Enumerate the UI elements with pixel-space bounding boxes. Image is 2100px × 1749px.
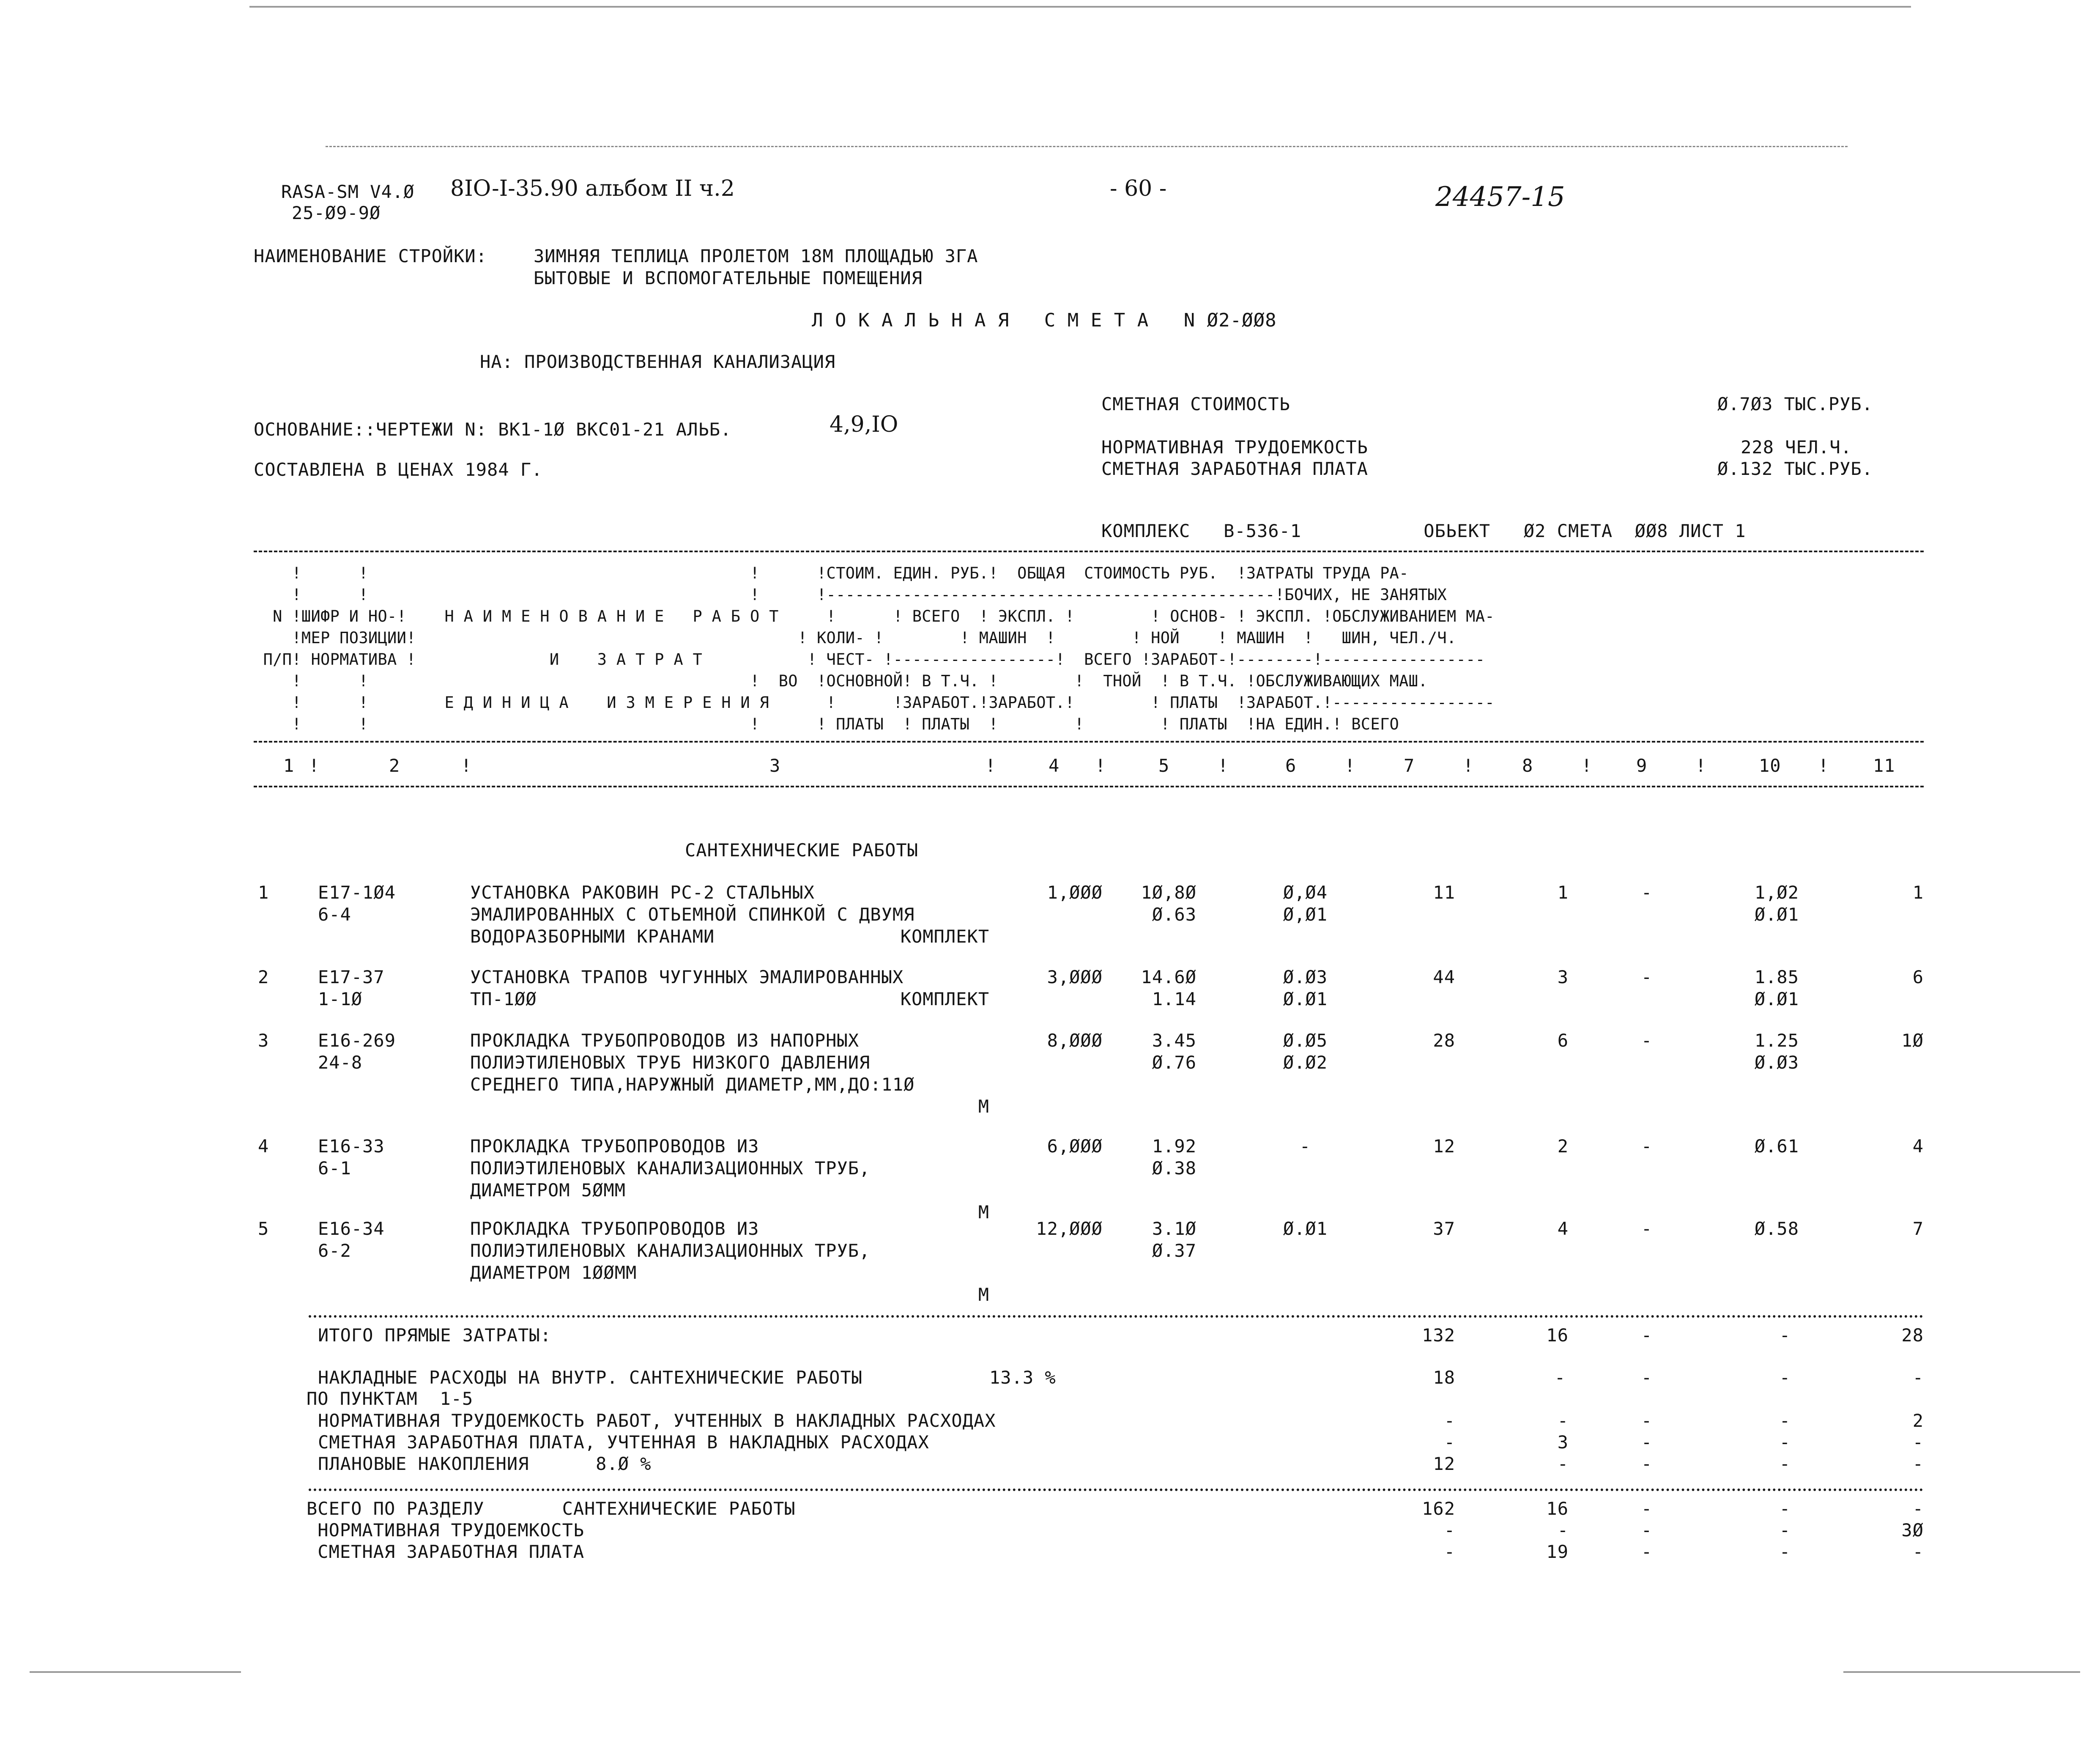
column-separator: ! (1695, 755, 1707, 776)
overhead-total-cost: 18 (1433, 1367, 1455, 1388)
summary-cost-label: СМЕТНАЯ СТОИМОСТЬ (1101, 394, 1290, 414)
column-number: 6 (1285, 755, 1297, 776)
unit-cost-machine-wage: Ø.Ø1 (1283, 989, 1328, 1009)
column-separator: ! (1818, 755, 1829, 776)
overhead-items: ПО ПУНКТАМ 1-5 (307, 1388, 474, 1409)
unit-cost-machines: Ø.Ø5 (1283, 1030, 1328, 1051)
work-description: ЭМАЛИРОВАННЫХ С ОТЬЕМНОЙ СПИНКОЙ С ДВУМЯ (470, 904, 915, 925)
section-total-wage: 16 (1546, 1498, 1569, 1519)
overhead-detail-label: НОРМАТИВНАЯ ТРУДОЕМКОСТЬ РАБОТ, УЧТЕННЫХ В НАКЛАДНЫХ РАСХОДАХ (318, 1410, 996, 1431)
total-wage: 4 (1557, 1218, 1569, 1239)
total-cost: 12 (1433, 1136, 1455, 1157)
overhead-detail-label: СМЕТНАЯ ЗАРАБОТНАЯ ПЛАТА, УЧТЕННАЯ В НАКЛАДНЫХ РАСХОДАХ (318, 1432, 929, 1453)
work-description: УСТАНОВКА РАКОВИН РС-2 СТАЛЬНЫХ (470, 882, 815, 903)
overhead-detail-wage: 3 (1557, 1432, 1569, 1453)
section-total-machines: - (1641, 1520, 1653, 1541)
unit: М (978, 1202, 989, 1223)
unit-cost-wage: Ø.37 (1152, 1240, 1196, 1261)
direct-costs-wage: 16 (1546, 1325, 1569, 1346)
summary-wage-value: Ø.132 ТЫС.РУБ. (1717, 458, 1873, 479)
labor-per-unit: Ø.61 (1754, 1136, 1799, 1157)
unit-cost-wage: Ø.63 (1152, 904, 1196, 925)
construction-name-line1: ЗИМНЯЯ ТЕПЛИЦА ПРОЛЕТОМ 18М ПЛОЩАДЬЮ 3ГА (534, 246, 978, 266)
direct-costs-label: ИТОГО ПРЯМЫЕ ЗАТРАТЫ: (318, 1325, 552, 1346)
total-cost: 11 (1433, 882, 1455, 903)
norm-position: 1-1Ø (318, 989, 363, 1009)
unit-cost-machines: Ø.Ø3 (1283, 967, 1328, 987)
basis-albums: 4,9,IO (830, 412, 898, 437)
unit-cost-wage: 1.14 (1152, 989, 1196, 1009)
overhead-detail-label: ПЛАНОВЫЕ НАКОПЛЕНИЯ 8.Ø % (318, 1453, 652, 1474)
unit-cost-total: 3.45 (1152, 1030, 1196, 1051)
table-header-line: ! ! ! ВО !ОСНОВНОЙ! В Т.Ч. ! ! ТНОЙ ! В Т.Ч. !ОБСЛУЖИВАЮЩИХ МАШ. (254, 672, 1428, 690)
column-number: 1 (283, 755, 295, 776)
unit-cost-wage: Ø.76 (1152, 1052, 1196, 1073)
section-total-label: СМЕТНАЯ ЗАРАБОТНАЯ ПЛАТА (307, 1541, 585, 1562)
overhead-detail-total-cost: - (1444, 1432, 1455, 1453)
unit-cost-machines: Ø.Ø1 (1283, 1218, 1328, 1239)
column-separator: ! (461, 755, 472, 776)
work-description: ПОЛИЭТИЛЕНОВЫХ ТРУБ НИЗКОГО ДАВЛЕНИЯ (470, 1052, 871, 1073)
work-description: ВОДОРАЗБОРНЫМИ КРАНАМИ (470, 926, 715, 947)
summary-labor-value: 228 ЧЕЛ.Ч. (1741, 437, 1852, 458)
total-wage: 3 (1557, 967, 1569, 987)
section-total-label: НОРМАТИВНАЯ ТРУДОЕМКОСТЬ (307, 1520, 585, 1541)
norm-code: Е17-37 (318, 967, 385, 987)
unit-cost-wage: Ø.38 (1152, 1158, 1196, 1179)
section-total-wage: 19 (1546, 1541, 1569, 1562)
column-number: 4 (1049, 755, 1060, 776)
column-separator: ! (1218, 755, 1229, 776)
overhead-detail-machines: - (1641, 1432, 1653, 1453)
overhead-detail-labor-unit: - (1779, 1453, 1791, 1474)
unit-cost-total: 3.1Ø (1152, 1218, 1196, 1239)
labor-total: 7 (1912, 1218, 1924, 1239)
program-version: RASA-SM V4.Ø (281, 181, 415, 202)
overhead-detail-labor-unit: - (1779, 1410, 1791, 1431)
table-header-line: !МЕР ПОЗИЦИИ! ! КОЛИ- ! ! МАШИН ! ! НОЙ ! МАШИН ! ШИН, ЧЕЛ./Ч. (254, 629, 1457, 647)
column-numbers (254, 755, 1924, 777)
overhead-machines: - (1641, 1367, 1653, 1388)
table-header-line: ! ! Е Д И Н И Ц А И З М Е Р Е Н И Я ! !ЗАРАБОТ.!ЗАРАБОТ.! ! ПЛАТЫ !ЗАРАБОТ.!----------------- (254, 694, 1495, 712)
work-description: УСТАНОВКА ТРАПОВ ЧУГУННЫХ ЭМАЛИРОВАННЫХ (470, 967, 904, 987)
overhead-detail-machines: - (1641, 1453, 1653, 1474)
complex-object-sheet: КОМПЛЕКС В-536-1 ОБЬЕКТ Ø2 СМЕТА ØØ8 ЛИСТ 1 (1101, 521, 1746, 541)
norm-position: 6-4 (318, 904, 351, 925)
totals-dotted-rule-2 (309, 1489, 1924, 1491)
column-separator: ! (1095, 755, 1106, 776)
table-header-line: ! ! ! ! ПЛАТЫ ! ПЛАТЫ ! ! ! ПЛАТЫ !НА ЕДИН.! ВСЕГО (254, 715, 1399, 733)
norm-code: Е16-34 (318, 1218, 385, 1239)
total-wage: 6 (1557, 1030, 1569, 1051)
work-description: ПРОКЛАДКА ТРУБОПРОВОДОВ ИЗ НАПОРНЫХ (470, 1030, 860, 1051)
total-machines: - (1641, 1136, 1653, 1157)
summary-wage-label: СМЕТНАЯ ЗАРАБОТНАЯ ПЛАТА (1101, 458, 1368, 479)
column-number: 2 (389, 755, 400, 776)
column-separator: ! (1581, 755, 1593, 776)
column-separator: ! (1463, 755, 1474, 776)
norm-code: Е16-269 (318, 1030, 396, 1051)
section-total-labor-unit: - (1779, 1520, 1791, 1541)
section-total-machines: - (1641, 1498, 1653, 1519)
overhead-detail-total-cost: 12 (1433, 1453, 1455, 1474)
overhead-labor-total: - (1912, 1367, 1924, 1388)
norm-position: 6-1 (318, 1158, 351, 1179)
quantity: 8,ØØØ (1047, 1030, 1103, 1051)
table-header-line: N !ШИФР И НО-! Н А И М Е Н О В А Н И Е Р А Б О Т ! ! ВСЕГО ! ЭКСПЛ. ! ! ОСНОВ- ! ЭКСПЛ. !ОБСЛУЖИВАНИЕМ МА- (254, 607, 1495, 625)
unit-cost-total: 1.92 (1152, 1136, 1196, 1157)
norm-position: 24-8 (318, 1052, 363, 1073)
work-description: ТП-1ØØ (470, 989, 537, 1009)
norm-position: 6-2 (318, 1240, 351, 1261)
row-number: 4 (258, 1136, 269, 1157)
column-number: 3 (769, 755, 781, 776)
total-machines: - (1641, 882, 1653, 903)
overhead-percent: 13.3 % (989, 1367, 1056, 1388)
labor-machines-per-unit: Ø.Ø1 (1754, 989, 1799, 1009)
total-cost: 44 (1433, 967, 1455, 987)
estimate-title: Л О К А Л Ь Н А Я С М Е Т А N Ø2-ØØ8 (812, 310, 1277, 331)
unit-cost-machines: Ø,Ø4 (1283, 882, 1328, 903)
basis-text: ОСНОВАНИЕ::ЧЕРТЕЖИ N: ВК1-1Ø ВКС01-21 АЛЬБ. (254, 419, 732, 440)
direct-costs-machines: - (1641, 1325, 1653, 1346)
section-total-labor-unit: - (1779, 1498, 1791, 1519)
overhead-detail-labor-unit: - (1779, 1432, 1791, 1453)
column-number: 8 (1522, 755, 1533, 776)
total-wage: 1 (1557, 882, 1569, 903)
overhead-labor-unit: - (1779, 1367, 1791, 1388)
row-number: 1 (258, 882, 269, 903)
table-header-line: П/П! НОРМАТИВА ! И З А Т Р А Т ! ЧЕСТ- !-----------------! ВСЕГО !ЗАРАБОТ-!--------!----------------- (254, 650, 1485, 669)
norm-code: Е17-1Ø4 (318, 882, 396, 903)
quantity: 6,ØØØ (1047, 1136, 1103, 1157)
column-number: 7 (1404, 755, 1415, 776)
column-number: 9 (1636, 755, 1648, 776)
estimate-for: НА: ПРОИЗВОДСТВЕННАЯ КАНАЛИЗАЦИЯ (480, 351, 836, 372)
column-separator: ! (309, 755, 320, 776)
overhead-detail-labor-total: - (1912, 1453, 1924, 1474)
overhead-wage: - (1554, 1367, 1566, 1388)
overhead-detail-wage: - (1557, 1453, 1569, 1474)
total-machines: - (1641, 967, 1653, 987)
bottom-left-mark (30, 1671, 241, 1673)
price-basis: СОСТАВЛЕНА В ЦЕНАХ 1984 Г. (254, 459, 543, 480)
work-description: ПРОКЛАДКА ТРУБОПРОВОДОВ ИЗ (470, 1218, 759, 1239)
unit-cost-machine-wage: Ø.Ø2 (1283, 1052, 1328, 1073)
row-number: 2 (258, 967, 269, 987)
work-description: ПОЛИЭТИЛЕНОВЫХ КАНАЛИЗАЦИОННЫХ ТРУБ, (470, 1158, 871, 1179)
section-total-total-cost: - (1444, 1541, 1455, 1562)
page-number: - 60 - (1110, 176, 1167, 201)
total-cost: 28 (1433, 1030, 1455, 1051)
summary-labor-label: НОРМАТИВНАЯ ТРУДОЕМКОСТЬ (1101, 437, 1368, 458)
column-number: 5 (1158, 755, 1170, 776)
print-date: 25-Ø9-9Ø (292, 203, 381, 223)
unit-cost-machine-wage: Ø,Ø1 (1283, 904, 1328, 925)
unit: М (978, 1284, 989, 1305)
total-machines: - (1641, 1218, 1653, 1239)
work-description: ДИАМЕТРОМ 1ØØММ (470, 1262, 637, 1283)
table-top-rule (254, 551, 1924, 552)
work-description: ПРОКЛАДКА ТРУБОПРОВОДОВ ИЗ (470, 1136, 759, 1157)
column-number: 11 (1873, 755, 1895, 776)
column-number: 10 (1759, 755, 1781, 776)
labor-total: 1Ø (1901, 1030, 1924, 1051)
labor-per-unit: 1,Ø2 (1754, 882, 1799, 903)
column-separator: ! (1344, 755, 1356, 776)
table-header-line: ! ! ! !СТОИМ. ЕДИН. РУБ.! ОБЩАЯ СТОИМОСТЬ РУБ. !ЗАТРАТЫ ТРУДА РА- (254, 564, 1409, 582)
section-total-total-cost: 162 (1422, 1498, 1455, 1519)
labor-machines-per-unit: Ø.Ø3 (1754, 1052, 1799, 1073)
section-total-total-cost: - (1444, 1520, 1455, 1541)
labor-per-unit: Ø.58 (1754, 1218, 1799, 1239)
overhead-detail-labor-total: 2 (1912, 1410, 1924, 1431)
work-description: ДИАМЕТРОМ 5ØММ (470, 1180, 626, 1201)
overhead-detail-labor-total: - (1912, 1432, 1924, 1453)
quantity: 1,ØØØ (1047, 882, 1103, 903)
direct-costs-total-cost: 132 (1422, 1325, 1455, 1346)
totals-dotted-rule-1 (309, 1315, 1924, 1318)
labor-total: 4 (1912, 1136, 1924, 1157)
section-title: САНТЕХНИЧЕСКИЕ РАБОТЫ (685, 840, 919, 861)
work-description: СРЕДНЕГО ТИПА,НАРУЖНЫЙ ДИАМЕТР,ММ,ДО:11Ø (470, 1074, 915, 1095)
direct-costs-labor-unit: - (1779, 1325, 1791, 1346)
top-dashed-rule (326, 146, 1848, 147)
overhead-detail-wage: - (1557, 1410, 1569, 1431)
unit-cost-total: 1Ø,8Ø (1141, 882, 1196, 903)
unit: М (978, 1096, 989, 1117)
unit-cost-total: 14.6Ø (1141, 967, 1196, 987)
section-total-wage: - (1557, 1520, 1569, 1541)
direct-costs-labor-total: 28 (1901, 1325, 1924, 1346)
section-total-machines: - (1641, 1541, 1653, 1562)
top-rule (249, 6, 1911, 8)
row-number: 5 (258, 1218, 269, 1239)
unit: КОМПЛЕКТ (900, 989, 989, 1009)
section-total-labor-total: - (1912, 1541, 1924, 1562)
column-separator: ! (985, 755, 997, 776)
unit: КОМПЛЕКТ (900, 926, 989, 947)
labor-total: 1 (1912, 882, 1924, 903)
unit-cost-machines: - (1299, 1136, 1311, 1157)
section-total-labor-unit: - (1779, 1541, 1791, 1562)
section-total-label: ВСЕГО ПО РАЗДЕЛУ САНТЕХНИЧЕСКИЕ РАБОТЫ (307, 1498, 796, 1519)
summary-cost-value: Ø.7Ø3 ТЫС.РУБ. (1717, 394, 1873, 414)
header-bottom-rule (254, 741, 1924, 743)
work-description: ПОЛИЭТИЛЕНОВЫХ КАНАЛИЗАЦИОННЫХ ТРУБ, (470, 1240, 871, 1261)
section-total-labor-total: - (1912, 1498, 1924, 1519)
labor-per-unit: 1.25 (1754, 1030, 1799, 1051)
overhead-detail-total-cost: - (1444, 1410, 1455, 1431)
total-wage: 2 (1557, 1136, 1569, 1157)
bottom-right-mark (1843, 1671, 2080, 1673)
overhead-label: НАКЛАДНЫЕ РАСХОДЫ НА ВНУТР. САНТЕХНИЧЕСКИЕ РАБОТЫ (318, 1367, 863, 1388)
construction-name-line2: БЫТОВЫЕ И ВСПОМОГАТЕЛЬНЫЕ ПОМЕЩЕНИЯ (534, 268, 923, 288)
labor-total: 6 (1912, 967, 1924, 987)
album-reference: 8IO-I-35.90 альбом II ч.2 (450, 176, 735, 201)
labor-machines-per-unit: Ø.Ø1 (1754, 904, 1799, 925)
quantity: 12,ØØØ (1036, 1218, 1103, 1239)
quantity: 3,ØØØ (1047, 967, 1103, 987)
construction-label: НАИМЕНОВАНИЕ СТРОЙКИ: (254, 246, 487, 266)
row-number: 3 (258, 1030, 269, 1051)
total-cost: 37 (1433, 1218, 1455, 1239)
table-header-line: ! ! ! !-----------------------------------------------!БОЧИХ, НЕ ЗАНЯТЫХ (254, 586, 1447, 604)
column-numbers-rule (254, 786, 1924, 787)
total-machines: - (1641, 1030, 1653, 1051)
labor-per-unit: 1.85 (1754, 967, 1799, 987)
document-number: 24457-15 (1435, 181, 1565, 213)
section-total-labor-total: 3Ø (1901, 1520, 1924, 1541)
norm-code: Е16-33 (318, 1136, 385, 1157)
overhead-detail-machines: - (1641, 1410, 1653, 1431)
